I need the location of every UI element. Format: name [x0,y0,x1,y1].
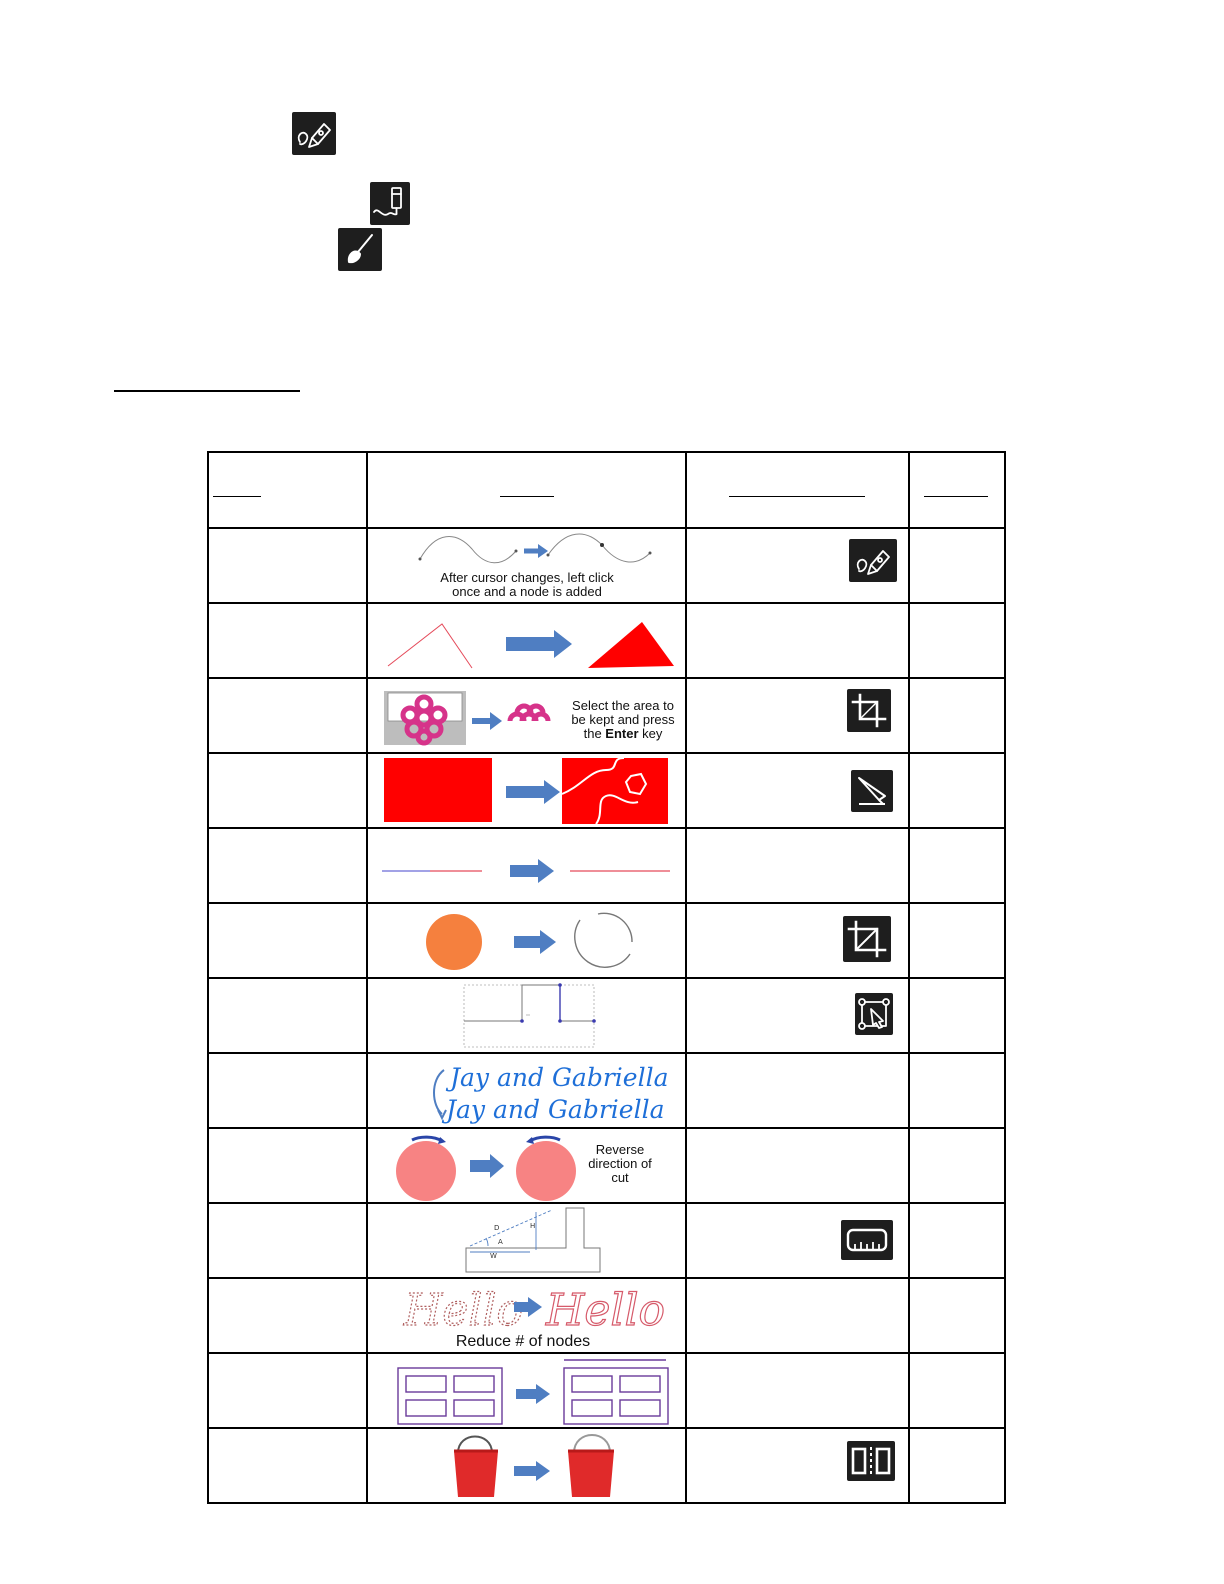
crop-illustration [384,691,564,747]
table-row [208,1428,1005,1503]
table-row [208,978,1005,1053]
pen-tool-icon [292,112,336,155]
table-row [208,753,1005,828]
table-row [208,1278,1005,1353]
row9-caption: Reverse direction of cut [588,1142,652,1185]
svg-text:A: A [498,1238,503,1246]
row1-caption: After cursor changes, left click once and a node is added [440,570,614,599]
header-cell [208,452,367,528]
table-row [208,603,1005,678]
knife-illustration [384,756,674,826]
mirror-icon [847,1441,895,1481]
table-row [208,903,1005,978]
mirror-illustration [452,1433,622,1501]
pen-draw-icon [370,182,410,225]
header-cell [686,452,909,528]
knife-icon [851,770,893,812]
svg-text:Hello: Hello [404,1285,524,1336]
svg-text:Jay and Gabriella: Jay and Gabriella [446,1095,665,1124]
table-row [208,1053,1005,1128]
pen-tool-icon [849,539,897,582]
line-illustration [380,851,676,891]
row3-caption: Select the area to be kept and press the Enter key [571,698,675,741]
table-row [208,1353,1005,1428]
split-circle-illustration [424,910,644,972]
section-heading-underline [114,390,300,392]
reduce-nodes-illustration [398,1281,666,1336]
measure-illustration [464,1206,604,1276]
crop-icon [847,689,891,732]
svg-text:W: W [490,1252,497,1260]
script-text-illustration [426,1056,669,1128]
ruler-icon [841,1220,893,1260]
header-cell [909,452,1005,528]
brush-icon [338,228,382,271]
add-node-illustration [416,533,656,573]
reverse-direction-illustration [394,1133,584,1201]
table-row [208,1203,1005,1278]
table-header-row [208,452,1005,528]
split-crop-icon [843,916,891,962]
box-layout-illustration [396,1358,672,1426]
features-table [207,451,1006,1504]
svg-text:Jay and Gabriella: Jay and Gabriella [450,1063,669,1092]
table-row [208,678,1005,753]
table-row [208,528,1005,603]
table-row [208,828,1005,903]
reduce-nodes-caption: Reduce # of nodes [455,1333,591,1350]
table-row [208,1128,1005,1203]
svg-text:H: H [530,1222,536,1230]
svg-text:Hello: Hello [546,1285,666,1336]
close-path-illustration [382,614,678,672]
node-edit-illustration [462,983,598,1051]
header-cell [367,452,686,528]
node-edit-icon [855,993,893,1035]
svg-text:D: D [494,1224,500,1232]
